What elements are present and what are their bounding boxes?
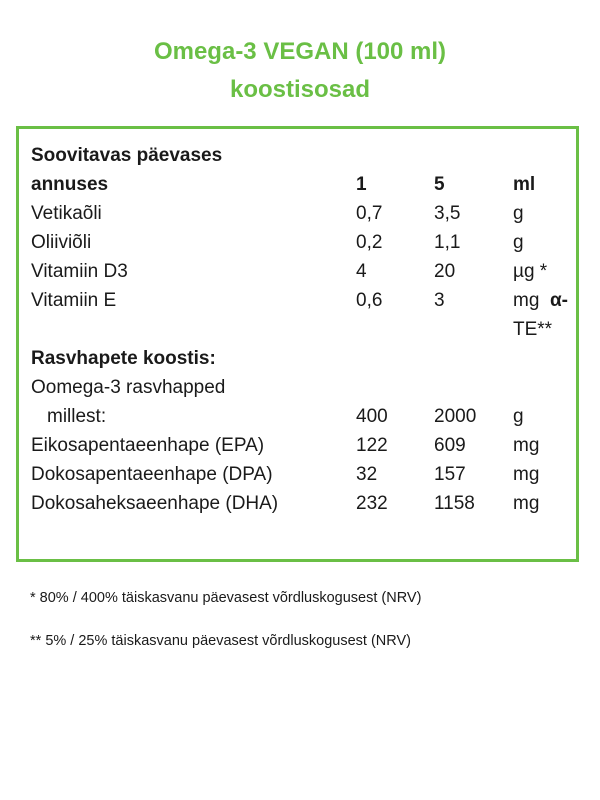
fatty-acid-name: Dokosapentaeenhape (DPA) xyxy=(31,464,273,485)
unit-alpha: α- xyxy=(549,290,568,311)
footnote: ** 5% / 25% täiskasvanu päevasest võrdluskogusest (NRV) xyxy=(30,633,411,649)
ingredient-unit: g xyxy=(513,203,524,224)
ingredient-value-1ml: 4 xyxy=(356,261,367,282)
fatty-acid-value-5ml: 1158 xyxy=(434,493,475,514)
unit-mg: mg xyxy=(513,290,540,311)
ingredient-name: Vitamiin E xyxy=(31,290,117,311)
dose-header-line1: Soovitavas päevases xyxy=(31,145,223,166)
dose-header-line2: annuses xyxy=(31,174,109,195)
fatty-acid-name: Eikosapentaeenhape (EPA) xyxy=(31,435,265,456)
page-subtitle: koostisosad xyxy=(229,76,371,103)
fatty-acids-heading: Rasvhapete koostis: xyxy=(31,348,216,369)
fatty-acid-unit: mg xyxy=(513,435,540,456)
fatty-acid-value-5ml: 157 xyxy=(434,464,466,485)
omega3-label: Oomega-3 rasvhapped xyxy=(31,377,226,398)
omega3-unit: g xyxy=(513,406,524,427)
page-title: Omega-3 VEGAN (100 ml) xyxy=(153,38,447,65)
ingredient-value-5ml: 1,1 xyxy=(434,232,461,253)
dose-header-unit: ml xyxy=(513,174,536,195)
ingredient-value-5ml: 20 xyxy=(434,261,456,282)
ingredient-unit xyxy=(513,286,568,315)
ingredient-name: Vitamiin D3 xyxy=(31,261,128,282)
fatty-acid-unit: mg xyxy=(513,464,540,485)
dose-header-col1: 1 xyxy=(356,174,367,195)
ingredient-unit-cont: TE** xyxy=(513,319,553,340)
ingredient-value-5ml: 3 xyxy=(434,290,445,311)
fatty-acid-value-1ml: 122 xyxy=(356,435,388,456)
ingredient-value-5ml: 3,5 xyxy=(434,203,461,224)
fatty-acid-name: Dokosaheksaeenhape (DHA) xyxy=(31,493,279,514)
omega3-label-cont: millest: xyxy=(47,406,107,427)
fatty-acid-value-1ml: 232 xyxy=(356,493,388,514)
ingredient-value-1ml: 0,7 xyxy=(356,203,383,224)
ingredient-value-1ml: 0,6 xyxy=(356,290,383,311)
ingredient-name: Oliiviõli xyxy=(31,232,92,253)
fatty-acid-value-5ml: 609 xyxy=(434,435,466,456)
ingredient-unit: g xyxy=(513,232,524,253)
footnote: * 80% / 400% täiskasvanu päevasest võrdluskogusest (NRV) xyxy=(30,590,422,606)
fatty-acid-value-1ml: 32 xyxy=(356,464,378,485)
ingredient-unit: µg * xyxy=(513,261,548,282)
fatty-acid-unit: mg xyxy=(513,493,540,514)
omega3-value-5ml: 2000 xyxy=(434,406,477,427)
ingredient-value-1ml: 0,2 xyxy=(356,232,383,253)
dose-header-col2: 5 xyxy=(434,174,445,195)
omega3-value-1ml: 400 xyxy=(356,406,388,427)
ingredient-name: Vetikaõli xyxy=(31,203,102,224)
